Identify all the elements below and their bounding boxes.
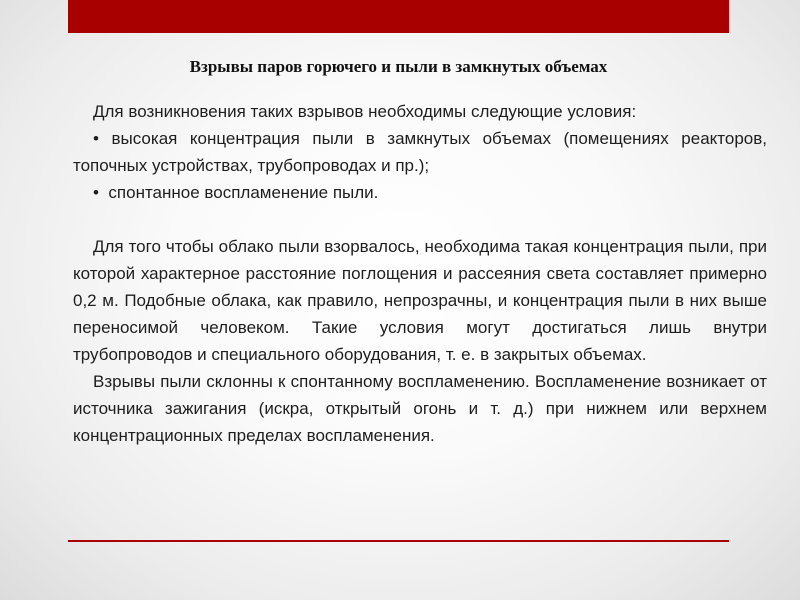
intro-text: Для возникновения таких взрывов необходимы следующие условия: <box>93 102 637 121</box>
bullet-item-1 <box>73 125 767 179</box>
slide-body <box>73 98 767 449</box>
paragraph-2: Взрывы пыли склонны к спонтанному воспламенению. Воспламенение возникает от источника зажигания (искра, открытый огонь и т. д.) при нижнем или верхнем концентрационных пределах воспламенения. <box>73 372 767 445</box>
bullet-item-2 <box>73 179 767 206</box>
bullet-text: высокая концентрация пыли в замкнутых объемах (помещениях реакторов, топочных устройствах, трубопроводах и пр.); <box>73 129 767 175</box>
bullet-marker: • <box>93 183 99 202</box>
top-accent-bar <box>68 0 729 33</box>
bullet-text: спонтанное воспламенение пыли. <box>108 183 379 202</box>
paragraph-gap <box>73 206 767 233</box>
bottom-accent-line <box>68 540 729 542</box>
paragraph-1: Для того чтобы облако пыли взорвалось, необходима такая концентрация пыли, при которой характерное расстояние поглощения и рассеяния света составляет примерно 0,2 м. Подобные облака, как правило, непрозрачны, и концентрация пыли в них выше переносимой человеком. Такие условия могут достигаться лишь внутри трубопроводов и специального оборудования, т. е. в закрытых объемах. <box>73 237 767 364</box>
bullet-marker: • <box>93 129 99 148</box>
slide-title: Взрывы паров горючего и пыли в замкнутых объемах <box>189 57 608 76</box>
